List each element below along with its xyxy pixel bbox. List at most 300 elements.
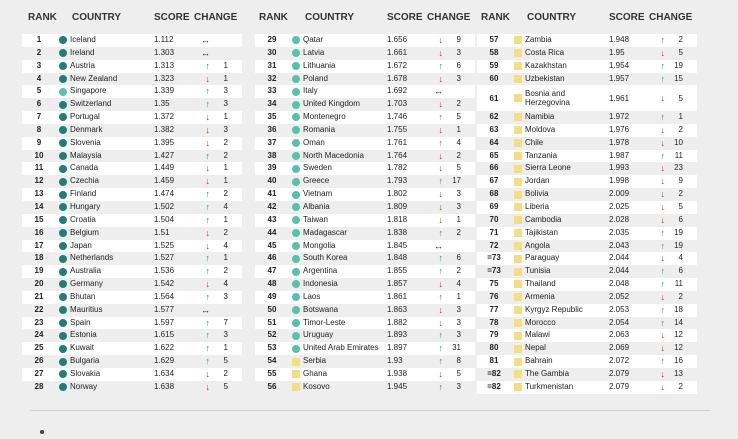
legend-marker <box>511 345 525 353</box>
rank-cell: 9 <box>36 137 42 147</box>
table-row <box>255 137 475 150</box>
arrow-down-icon: ↓ <box>438 201 443 212</box>
legend-marker <box>56 345 70 353</box>
rank-cell: =82 <box>487 381 501 391</box>
change-cell: 2 <box>456 99 461 109</box>
ranking-column-2 <box>255 0 475 394</box>
table-row <box>255 201 475 214</box>
legend-marker <box>511 75 525 83</box>
change-cell: 17 <box>452 176 461 186</box>
country-cell: Czechia <box>70 176 99 186</box>
score-cell: 1.372 <box>154 112 175 122</box>
square-icon <box>514 319 522 327</box>
change-header: CHANGE <box>194 11 238 23</box>
table-row <box>22 355 242 368</box>
change-cell: 2 <box>456 266 461 276</box>
rank-cell: 40 <box>267 176 277 186</box>
change-cell: 5 <box>223 381 228 391</box>
circle-icon <box>59 152 67 160</box>
country-cell: Thailand <box>525 279 556 289</box>
country-cell: Italy <box>303 86 318 96</box>
arrow-up-icon: ↑ <box>205 317 210 328</box>
change-cell: 6 <box>456 253 461 263</box>
rank-cell: 81 <box>489 356 499 366</box>
country-cell: Tunisia <box>525 266 551 276</box>
score-cell: 2.053 <box>609 304 630 314</box>
rank-cell: 32 <box>267 73 277 83</box>
change-cell: 3 <box>223 86 228 96</box>
circle-icon <box>59 332 67 340</box>
table-row <box>22 73 242 86</box>
score-cell: 1.761 <box>387 137 408 147</box>
legend-marker <box>289 383 303 391</box>
circle-icon <box>292 242 300 250</box>
rank-cell: 11 <box>34 163 44 173</box>
country-header: COUNTRY <box>527 11 577 23</box>
table-row <box>255 240 475 253</box>
no-change-icon: ↔ <box>201 35 210 45</box>
score-cell: 2.028 <box>609 214 630 224</box>
table-row <box>477 368 697 381</box>
arrow-down-icon: ↓ <box>205 73 210 84</box>
circle-icon <box>59 268 67 276</box>
square-icon <box>514 113 522 121</box>
table-row <box>255 162 475 175</box>
table-row <box>22 291 242 304</box>
change-cell: 3 <box>456 73 461 83</box>
arrow-up-icon: ↑ <box>205 330 210 341</box>
legend-marker <box>289 319 303 327</box>
rank-cell: 56 <box>267 381 277 391</box>
circle-icon <box>292 280 300 288</box>
table-row <box>255 317 475 330</box>
rank-cell: 17 <box>34 240 44 250</box>
table-row <box>22 240 242 253</box>
table-header <box>255 0 475 34</box>
legend-marker <box>289 62 303 70</box>
score-cell: 1.782 <box>387 163 408 173</box>
country-cell: Oman <box>303 137 325 147</box>
country-cell: Zambia <box>525 35 552 44</box>
rank-cell: 33 <box>267 86 277 96</box>
score-cell: 2.063 <box>609 330 630 340</box>
country-cell: Botswana <box>303 304 339 314</box>
circle-icon <box>292 62 300 70</box>
ranking-column-3 <box>477 0 697 394</box>
score-cell: 1.945 <box>387 381 408 391</box>
rank-cell: 57 <box>489 35 499 44</box>
country-cell: Latvia <box>303 47 325 57</box>
arrow-up-icon: ↑ <box>438 291 443 302</box>
rank-cell: 13 <box>34 189 44 199</box>
table-row <box>22 214 242 227</box>
change-cell: 4 <box>223 279 228 289</box>
rank-cell: =73 <box>487 253 501 263</box>
change-cell: 1 <box>223 343 228 353</box>
circle-icon <box>59 75 67 83</box>
square-icon <box>514 370 522 378</box>
table-row <box>255 278 475 291</box>
score-cell: 1.395 <box>154 137 175 147</box>
circle-icon <box>292 75 300 83</box>
country-cell: Finland <box>70 189 97 199</box>
arrow-down-icon: ↓ <box>205 227 210 238</box>
table-row <box>255 227 475 240</box>
legend-marker <box>56 101 70 109</box>
country-cell: Vietnam <box>303 189 333 199</box>
legend-marker <box>56 255 70 263</box>
table-row <box>255 124 475 137</box>
arrow-down-icon: ↓ <box>438 73 443 84</box>
circle-icon <box>59 191 67 199</box>
legend-marker <box>511 242 525 250</box>
score-cell: 1.634 <box>154 368 175 378</box>
circle-icon <box>59 306 67 314</box>
circle-icon <box>292 319 300 327</box>
table-row <box>477 355 697 368</box>
table-row <box>255 368 475 381</box>
country-cell: Denmark <box>70 124 103 134</box>
rank-cell: 19 <box>34 266 44 276</box>
score-cell: 1.35 <box>154 99 170 109</box>
table-row <box>22 265 242 278</box>
table-row <box>255 329 475 342</box>
score-cell: 1.954 <box>609 60 630 70</box>
legend-marker <box>56 216 70 224</box>
arrow-up-icon: ↑ <box>660 317 665 328</box>
legend-marker <box>511 203 525 211</box>
legend-marker <box>511 62 525 70</box>
rank-cell: 64 <box>489 137 499 147</box>
circle-icon <box>59 280 67 288</box>
arrow-up-icon: ↑ <box>438 343 443 354</box>
arrow-down-icon: ↓ <box>205 240 210 251</box>
arrow-up-icon: ↑ <box>205 343 210 354</box>
score-cell: 1.957 <box>609 73 630 83</box>
arrow-up-icon: ↑ <box>438 381 443 392</box>
square-icon <box>514 165 522 173</box>
country-cell: Armenia <box>525 291 555 301</box>
rank-cell: =73 <box>487 266 501 276</box>
change-cell: 3 <box>223 330 228 340</box>
arrow-up-icon: ↑ <box>660 60 665 71</box>
rank-cell: 80 <box>489 343 499 353</box>
score-cell: 2.025 <box>609 201 630 211</box>
legend-marker <box>56 139 70 147</box>
rank-cell: 1 <box>36 35 42 44</box>
legend-marker <box>289 268 303 276</box>
legend-marker <box>511 332 525 340</box>
score-cell: 1.474 <box>154 189 175 199</box>
arrow-up-icon: ↑ <box>438 60 443 71</box>
legend-marker <box>289 216 303 224</box>
legend-marker <box>56 191 70 199</box>
legend-marker <box>289 370 303 378</box>
rank-cell: 41 <box>267 189 277 199</box>
change-cell: 2 <box>678 291 683 301</box>
country-cell: South Korea <box>303 253 348 263</box>
rank-cell: 39 <box>267 163 277 173</box>
legend-marker <box>289 358 303 366</box>
score-cell: 1.339 <box>154 86 175 96</box>
rank-cell: 47 <box>267 266 277 276</box>
table-row <box>22 342 242 355</box>
score-cell: 1.848 <box>387 253 408 263</box>
change-cell: 4 <box>678 253 683 263</box>
score-cell: 2.044 <box>609 253 630 263</box>
country-cell: Costa Rica <box>525 47 565 57</box>
score-cell: 1.542 <box>154 279 175 289</box>
rank-cell: 66 <box>489 163 499 173</box>
circle-icon <box>59 36 67 44</box>
rank-cell: 22 <box>34 304 44 314</box>
legend-marker <box>511 216 525 224</box>
circle-icon <box>59 49 67 57</box>
circle-icon <box>59 242 67 250</box>
square-icon <box>514 332 522 340</box>
score-cell: 1.961 <box>609 93 630 103</box>
square-icon <box>514 216 522 224</box>
legend-marker <box>56 293 70 301</box>
rank-cell: 77 <box>489 304 499 314</box>
table-row <box>477 381 697 394</box>
score-cell: 2.043 <box>609 240 630 250</box>
change-cell: 6 <box>456 60 461 70</box>
table-row <box>22 85 242 98</box>
legend-marker <box>511 49 525 57</box>
rank-cell: 15 <box>34 214 44 224</box>
rank-cell: 8 <box>36 124 42 134</box>
legend-marker <box>511 268 525 276</box>
circle-icon <box>59 88 67 96</box>
change-cell: 3 <box>456 47 461 57</box>
legend-marker <box>56 370 70 378</box>
country-cell: Uruguay <box>303 330 334 340</box>
change-cell: 1 <box>456 124 461 134</box>
rank-cell: 54 <box>267 356 277 366</box>
arrow-up-icon: ↑ <box>205 201 210 212</box>
table-row <box>22 188 242 201</box>
country-cell: Argentina <box>303 266 338 276</box>
change-cell: 3 <box>223 291 228 301</box>
arrow-down-icon: ↓ <box>660 291 665 302</box>
country-cell: North Macedonia <box>303 150 364 160</box>
legend-marker <box>289 88 303 96</box>
change-cell: 2 <box>223 150 228 160</box>
legend-marker <box>511 126 525 134</box>
score-cell: 1.638 <box>154 381 175 391</box>
legend-marker <box>511 152 525 160</box>
legend-marker <box>511 319 525 327</box>
arrow-down-icon: ↓ <box>438 189 443 200</box>
country-cell: Malaysia <box>70 150 102 160</box>
score-cell: 1.692 <box>387 86 408 96</box>
country-cell: Sweden <box>303 163 332 173</box>
score-cell: 1.615 <box>154 330 175 340</box>
country-cell: Bhutan <box>70 291 96 301</box>
square-icon <box>292 358 300 366</box>
square-icon <box>514 229 522 237</box>
rank-cell: 75 <box>489 279 499 289</box>
rank-cell: 26 <box>34 356 44 366</box>
country-cell: Madagascar <box>303 227 348 237</box>
square-icon <box>514 191 522 199</box>
arrow-up-icon: ↑ <box>660 35 665 45</box>
country-cell: Chile <box>525 137 544 147</box>
square-icon <box>514 242 522 250</box>
rank-cell: 31 <box>267 60 277 70</box>
arrow-down-icon: ↓ <box>660 368 665 379</box>
change-cell: 2 <box>678 189 683 199</box>
circle-icon <box>292 255 300 263</box>
arrow-down-icon: ↓ <box>205 176 210 187</box>
circle-icon <box>59 101 67 109</box>
country-cell: Serbia <box>303 356 327 366</box>
arrow-down-icon: ↓ <box>660 381 665 392</box>
rank-cell: 68 <box>489 189 499 199</box>
country-cell: Morocco <box>525 317 556 327</box>
table-row <box>255 291 475 304</box>
score-cell: 1.51 <box>154 227 170 237</box>
arrow-down-icon: ↓ <box>660 137 665 148</box>
rank-cell: 78 <box>489 317 499 327</box>
country-cell: Namibia <box>525 112 555 122</box>
country-cell: Iceland <box>70 35 96 44</box>
arrow-down-icon: ↓ <box>438 150 443 161</box>
score-cell: 2.072 <box>609 356 630 366</box>
rank-cell: 71 <box>489 227 499 237</box>
rank-cell: 6 <box>36 99 42 109</box>
rank-cell: 70 <box>489 214 499 224</box>
arrow-down-icon: ↓ <box>660 124 665 135</box>
score-cell: 2.009 <box>609 189 630 199</box>
country-cell: Kosovo <box>303 381 330 391</box>
table-row <box>255 60 475 73</box>
arrow-down-icon: ↓ <box>438 47 443 58</box>
legend-marker <box>511 94 525 102</box>
change-cell: 11 <box>674 150 683 160</box>
table-row <box>22 98 242 111</box>
circle-icon <box>59 229 67 237</box>
score-cell: 1.987 <box>609 150 630 160</box>
table-row <box>255 34 475 47</box>
rank-cell: 2 <box>36 47 42 57</box>
square-icon <box>514 36 522 44</box>
country-cell: Montenegro <box>303 112 346 122</box>
circle-icon <box>59 383 67 391</box>
arrow-up-icon: ↑ <box>438 330 443 341</box>
arrow-down-icon: ↓ <box>438 124 443 135</box>
rank-cell: 3 <box>36 60 42 70</box>
score-cell: 1.95 <box>609 47 625 57</box>
table-row <box>255 111 475 124</box>
table-row <box>477 34 697 47</box>
arrow-down-icon: ↓ <box>205 112 210 123</box>
change-cell: 12 <box>674 343 683 353</box>
circle-icon <box>292 165 300 173</box>
score-cell: 1.855 <box>387 266 408 276</box>
change-cell: 5 <box>678 201 683 211</box>
circle-icon <box>292 268 300 276</box>
arrow-up-icon: ↑ <box>438 112 443 123</box>
circle-icon <box>292 191 300 199</box>
legend-marker <box>56 203 70 211</box>
arrow-up-icon: ↑ <box>660 112 665 123</box>
country-cell: Cambodia <box>525 214 562 224</box>
arrow-up-icon: ↑ <box>205 266 210 277</box>
change-cell: 2 <box>223 189 228 199</box>
arrow-up-icon: ↑ <box>660 266 665 277</box>
country-cell: Japan <box>70 240 92 250</box>
legend-marker <box>56 332 70 340</box>
rank-cell: =82 <box>487 368 501 378</box>
arrow-down-icon: ↓ <box>660 201 665 212</box>
legend-marker <box>56 242 70 250</box>
legend-marker <box>56 229 70 237</box>
rank-cell: 28 <box>34 381 44 391</box>
score-cell: 1.993 <box>609 163 630 173</box>
legend-marker <box>289 113 303 121</box>
country-header: COUNTRY <box>305 11 355 23</box>
table-row <box>22 227 242 240</box>
rank-cell: 30 <box>267 47 277 57</box>
table-row <box>477 329 697 342</box>
arrow-up-icon: ↑ <box>660 240 665 251</box>
rank-cell: 23 <box>34 317 44 327</box>
legend-marker <box>511 383 525 391</box>
legend-marker <box>511 306 525 314</box>
change-header: CHANGE <box>427 11 471 23</box>
arrow-up-icon: ↑ <box>660 227 665 238</box>
circle-icon <box>292 152 300 160</box>
arrow-down-icon: ↓ <box>660 47 665 58</box>
country-cell: Estonia <box>70 330 97 340</box>
change-cell: 9 <box>456 35 461 44</box>
arrow-up-icon: ↑ <box>205 99 210 110</box>
change-cell: 1 <box>223 253 228 263</box>
square-icon <box>514 139 522 147</box>
table-row <box>22 111 242 124</box>
table-row <box>477 304 697 317</box>
arrow-down-icon: ↓ <box>205 381 210 392</box>
arrow-down-icon: ↓ <box>205 279 210 290</box>
table-row <box>477 47 697 60</box>
square-icon <box>514 345 522 353</box>
score-cell: 1.978 <box>609 137 630 147</box>
rank-cell: 65 <box>489 150 499 160</box>
score-cell: 1.793 <box>387 176 408 186</box>
arrow-up-icon: ↑ <box>660 150 665 161</box>
country-cell: Sierra Leone <box>525 163 571 173</box>
circle-icon <box>292 49 300 57</box>
change-cell: 3 <box>456 189 461 199</box>
rank-cell: 29 <box>267 35 277 44</box>
country-cell: Greece <box>303 176 330 186</box>
change-cell: 3 <box>456 201 461 211</box>
score-cell: 1.764 <box>387 150 408 160</box>
circle-icon <box>59 345 67 353</box>
arrow-up-icon: ↑ <box>660 304 665 315</box>
legend-marker <box>511 165 525 173</box>
legend-marker <box>56 126 70 134</box>
arrow-up-icon: ↑ <box>205 291 210 302</box>
change-cell: 13 <box>674 368 683 378</box>
country-cell: Norway <box>70 381 98 391</box>
table-row <box>477 291 697 304</box>
legend-marker <box>56 36 70 44</box>
table-row <box>22 137 242 150</box>
change-cell: 18 <box>674 304 683 314</box>
